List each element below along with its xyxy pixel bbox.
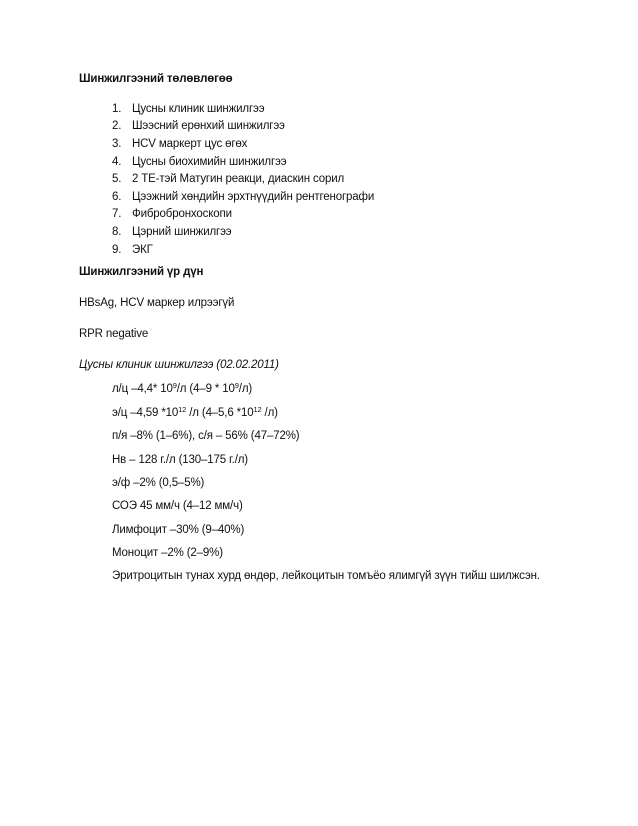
plan-item-number: 8.	[112, 225, 122, 238]
plan-item-text: Шээсний ерөнхий шинжилгээ	[132, 120, 285, 133]
wbc-unit-close: /л)	[238, 383, 253, 396]
results-heading: Шинжилгээний үр дүн	[79, 266, 204, 279]
plan-item-number: 5.	[112, 173, 122, 186]
plan-item-text: Фибробронхоскопи	[132, 208, 232, 221]
document-content	[79, 73, 599, 589]
plan-item	[112, 101, 599, 119]
cbc-rbc-line	[112, 402, 599, 425]
plan-item-text: Цээжний хөндийн эрхтнүүдийн рентгенографи	[132, 190, 375, 203]
plan-item-text: 2 ТЕ-тэй Матугин реакци, диаскин сорил	[132, 173, 345, 186]
wbc-value: л/ц –4,4* 10	[112, 383, 173, 396]
plan-item-number: 7.	[112, 208, 122, 221]
plan-item-number: 2.	[112, 120, 122, 133]
rbc-range-exponent: 12	[253, 404, 262, 414]
plan-item	[112, 118, 599, 136]
plan-heading: Шинжилгээний төлөвлөгөө	[79, 73, 233, 85]
plan-item-text: HCV маркерт цус өгөх	[132, 137, 248, 150]
hbsag-result: HBsAg, HCV маркер илрээгүй	[79, 296, 235, 309]
wbc-range: /л (4–9 * 10	[176, 383, 235, 396]
plan-item-text: ЭКГ	[132, 243, 153, 256]
plan-item	[112, 224, 599, 242]
rbc-exponent: 12	[178, 404, 187, 414]
cbc-eosinophil-line: э/ф –2% (0,5–5%)	[112, 476, 205, 489]
plan-item	[112, 136, 599, 154]
plan-item	[112, 154, 599, 172]
plan-item-text: Цусны клиник шинжилгээ	[132, 102, 265, 115]
cbc-wbc-line	[112, 378, 599, 401]
plan-item	[112, 206, 599, 224]
plan-item	[112, 189, 599, 207]
cbc-results-list	[79, 378, 599, 589]
plan-item	[112, 242, 599, 260]
cbc-conclusion-line: Эритроцитын тунах хурд өндөр, лейкоцитын томъёо ялимгүй зүүн тийш шилжсэн.	[112, 570, 540, 583]
cbc-esr-line: СОЭ 45 мм/ч (4–12 мм/ч)	[112, 500, 243, 513]
plan-item-text: Цэрний шинжилгээ	[132, 225, 232, 238]
plan-item	[112, 171, 599, 189]
cbc-lymphocyte-line: Лимфоцит –30% (9–40%)	[112, 523, 245, 536]
cbc-neutrophil-line: п/я –8% (1–6%), с/я – 56% (47–72%)	[112, 430, 300, 443]
rbc-unit-close: /л)	[261, 406, 278, 419]
cbc-monocyte-line: Моноцит –2% (2–9%)	[112, 547, 223, 560]
rbc-value: э/ц –4,59 *10	[112, 406, 179, 419]
plan-list	[79, 101, 599, 259]
rpr-result: RPR negative	[79, 327, 149, 340]
wbc-range-exponent: 9	[234, 381, 239, 391]
plan-item-number: 1.	[112, 102, 122, 115]
cbc-hemoglobin-line: Нв – 128 г./л (130–175 г./л)	[112, 453, 248, 466]
plan-item-number: 6.	[112, 190, 122, 203]
plan-item-number: 4.	[112, 155, 122, 168]
plan-item-number: 3.	[112, 137, 122, 150]
plan-item-number: 9.	[112, 243, 122, 256]
rbc-range: /л (4–5,6 *10	[186, 406, 254, 419]
wbc-exponent: 9	[172, 381, 177, 391]
cbc-title: Цусны клиник шинжилгээ (02.02.2011)	[79, 358, 279, 371]
plan-item-text: Цусны биохимийн шинжилгээ	[132, 155, 287, 168]
